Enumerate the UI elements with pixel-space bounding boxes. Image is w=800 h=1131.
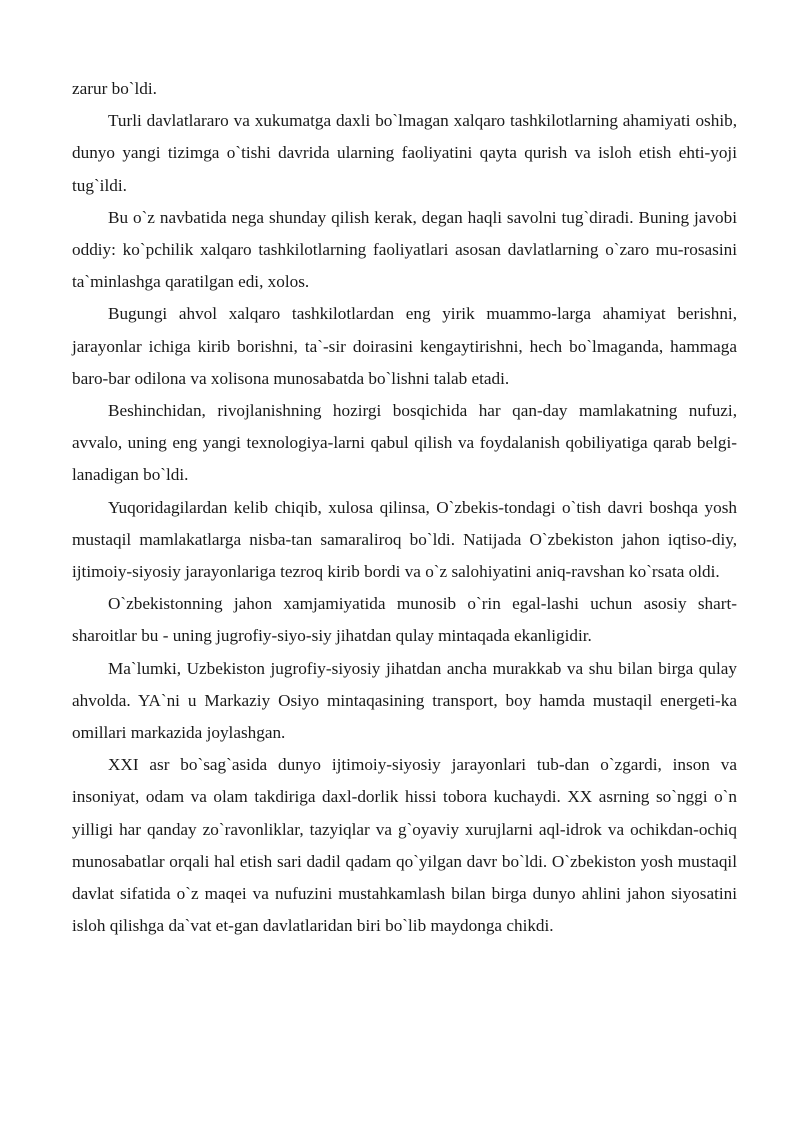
paragraph: Bu o`z navbatida nega shunday qilish kerak, degan haqli savolni tug`diradi. Buning javobi oddiy: ko`pchilik xalqaro tashkilotlarning faoliyatlari asosan davlatlarning o`zaro mu-rosasini ta`minlashga qaratilgan edi, xolos.: [72, 207, 737, 292]
paragraph: O`zbekistonning jahon xamjamiyatida munosib o`rin egal-lashi uchun asosiy shart-sharoitlar bu - uning jugrofiy-siyo-siy jihatdan qulay mintaqada ekanligidir.: [72, 594, 737, 646]
paragraph: Yuqoridagilardan kelib chiqib, xulosa qilinsa, O`zbekis-tondagi o`tish davri boshqa yosh mustaqil mamlakatlarga nisba-tan samaraliroq bo`ldi. Natijada O`zbekiston jahon iqtiso-diy, ijtimoiy-siyosiy jarayonlariga tezroq kirib bordi va o`z salohiyatini aniq-ravshan ko`rsata oldi.: [72, 497, 737, 582]
paragraph-continuation: zarur bo`ldi.: [72, 79, 157, 98]
document-page: [72, 73, 737, 942]
paragraph: Beshinchidan, rivojlanishning hozirgi bosqichida har qan-day mamlakatning nufuzi, avvalo, uning eng yangi texnologiya-larni qabul qilish va foydalanish qobiliyatiga qarab belgi-lanadigan bo`ldi.: [72, 401, 737, 485]
paragraph: XXI asr bo`sag`asida dunyo ijtimoiy-siyosiy jarayonlari tub-dan o`zgardi, inson va insoniyat, odam va olam takdiriga daxl-dorlik hissi tobora kuchaydi. XX asrning so`nggi o`n yilligi har qanday zo`ravonliklar, tazyiqlar va g`oyaviy xurujlarni aql-idrok va ochikdan-ochiq munosabatlar orqali hal etish sari dadil qadam qo`yilgan davr bo`ldi. O`zbekiston yosh mustaqil davlat sifatida o`z maqei va nufuzini mustahkamlash bilan birga dunyo ahlini jahon siyosatini isloh qilishga da`vat et-gan davlatlaridan biri bo`lib maydonga chikdi.: [72, 755, 737, 936]
paragraph: Ma`lumki, Uzbekiston jugrofiy-siyosiy jihatdan ancha murakkab va shu bilan birga qulay ahvolda. YA`ni u Markaziy Osiyo mintaqasining transport, boy hamda mustaqil energeti-ka omillari markazida joylashgan.: [72, 658, 737, 743]
paragraph: Bugungi ahvol xalqaro tashkilotlardan eng yirik muammo-larga ahamiyat berishni, jarayonlar ichiga kirib borishni, ta`-sir doirasini kengaytirishni, hech bo`lmaganda, hammaga baro-bar odilona va xolisona munosabatda bo`lishni talab etadi.: [72, 304, 737, 388]
paragraph: Turli davlatlararo va xukumatga daxli bo`lmagan xalqaro tashkilotlarning ahamiyati oshib, dunyo yangi tizimga o`tishi davrida ularning faoliyatini qayta qurish va isloh etish ehti-yoji tug`ildi.: [72, 111, 737, 195]
